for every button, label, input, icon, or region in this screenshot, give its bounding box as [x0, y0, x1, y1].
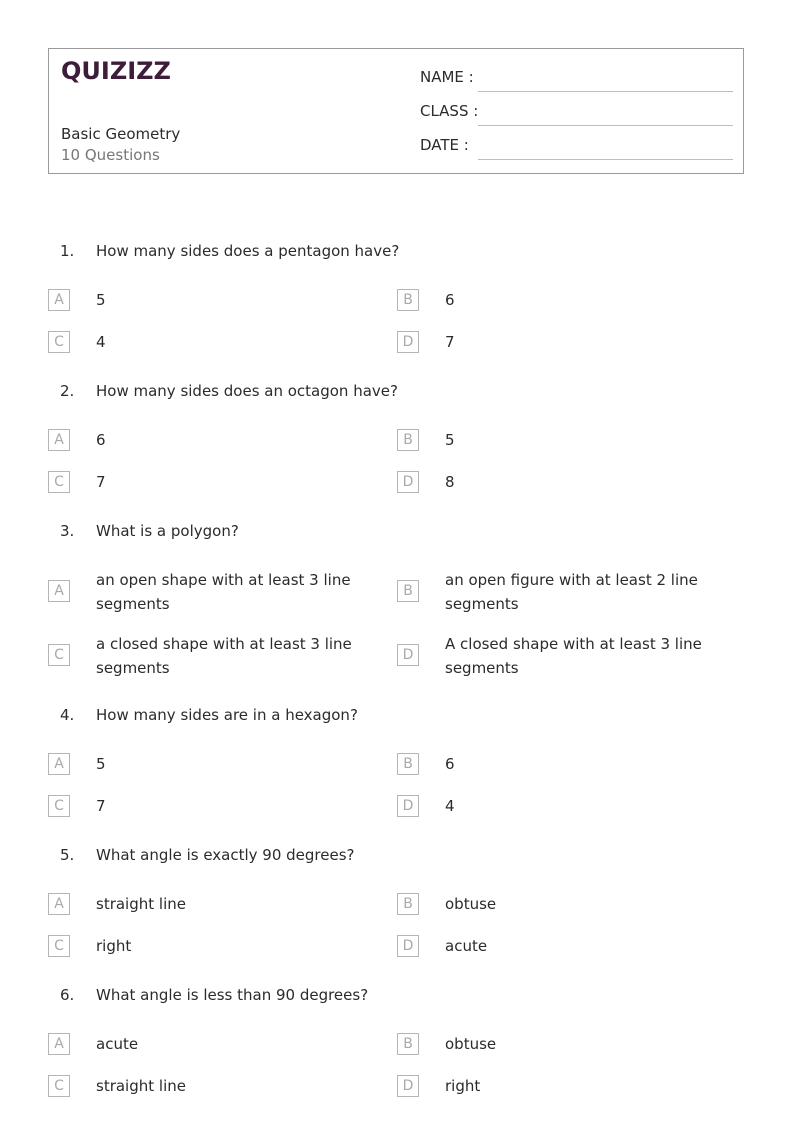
question-text: What angle is less than 90 degrees? — [96, 986, 369, 1004]
option-b-text: obtuse — [445, 1035, 497, 1053]
option-a-text: an open shape with at least 3 line segments — [96, 571, 351, 613]
class-field[interactable] — [420, 102, 733, 126]
option-d-box[interactable]: D — [397, 331, 419, 353]
option-d-text: right — [445, 1077, 481, 1095]
class-label: CLASS : — [420, 102, 479, 120]
option-a-text: 5 — [96, 291, 106, 309]
option-c-text: 4 — [96, 333, 106, 351]
option-d-box[interactable]: D — [397, 644, 419, 666]
option-d-text: 4 — [445, 797, 455, 815]
option-d-text: A closed shape with at least 3 line segments — [445, 635, 702, 677]
option-d-box[interactable]: D — [397, 1075, 419, 1097]
option-c-text: 7 — [96, 473, 106, 491]
option-a-box[interactable]: A — [48, 893, 70, 915]
option-d-text: 8 — [445, 473, 455, 491]
quizizz-logo: QUIZIZZ — [61, 57, 171, 85]
option-b-box[interactable]: B — [397, 289, 419, 311]
date-field[interactable] — [420, 136, 733, 160]
option-c-box[interactable]: C — [48, 935, 70, 957]
class-line[interactable] — [478, 125, 733, 126]
option-b-text: obtuse — [445, 895, 497, 913]
question-text: What angle is exactly 90 degrees? — [96, 846, 355, 864]
question-text: What is a polygon? — [96, 522, 239, 540]
option-c-text: straight line — [96, 1077, 186, 1095]
worksheet-header — [48, 48, 744, 174]
worksheet-title: Basic Geometry — [61, 125, 181, 143]
question-number: 3. — [60, 522, 75, 540]
option-c-box[interactable]: C — [48, 331, 70, 353]
option-b-text: 6 — [445, 291, 455, 309]
option-c-box[interactable]: C — [48, 1075, 70, 1097]
option-b-box[interactable]: B — [397, 580, 419, 602]
option-a-box[interactable]: A — [48, 753, 70, 775]
option-d-box[interactable]: D — [397, 471, 419, 493]
question-count: 10 Questions — [61, 146, 160, 164]
question-number: 5. — [60, 846, 75, 864]
option-b-box[interactable]: B — [397, 893, 419, 915]
option-c-box[interactable]: C — [48, 644, 70, 666]
option-a-box[interactable]: A — [48, 289, 70, 311]
date-line[interactable] — [478, 159, 733, 160]
option-a-box[interactable]: A — [48, 1033, 70, 1055]
option-a-text: 5 — [96, 755, 106, 773]
date-label: DATE : — [420, 136, 469, 154]
option-d-box[interactable]: D — [397, 935, 419, 957]
option-c-text: a closed shape with at least 3 line segments — [96, 635, 352, 677]
question-text: How many sides are in a hexagon? — [96, 706, 358, 724]
option-c-text: 7 — [96, 797, 106, 815]
option-a-text: acute — [96, 1035, 139, 1053]
option-c-box[interactable]: C — [48, 471, 70, 493]
option-b-box[interactable]: B — [397, 753, 419, 775]
option-a-text: 6 — [96, 431, 106, 449]
option-b-text: an open figure with at least 2 line segments — [445, 571, 698, 613]
option-d-box[interactable]: D — [397, 795, 419, 817]
option-c-box[interactable]: C — [48, 795, 70, 817]
question-number: 2. — [60, 382, 75, 400]
name-field[interactable] — [420, 68, 733, 92]
question-number: 4. — [60, 706, 75, 724]
option-b-text: 6 — [445, 755, 455, 773]
option-a-text: straight line — [96, 895, 186, 913]
option-b-box[interactable]: B — [397, 1033, 419, 1055]
option-d-text: acute — [445, 937, 488, 955]
question-number: 6. — [60, 986, 75, 1004]
question-number: 1. — [60, 242, 75, 260]
name-label: NAME : — [420, 68, 474, 86]
option-a-box[interactable]: A — [48, 580, 70, 602]
question-text: How many sides does a pentagon have? — [96, 242, 400, 260]
option-a-box[interactable]: A — [48, 429, 70, 451]
question-text: How many sides does an octagon have? — [96, 382, 398, 400]
option-b-text: 5 — [445, 431, 455, 449]
option-c-text: right — [96, 937, 132, 955]
option-d-text: 7 — [445, 333, 455, 351]
option-b-box[interactable]: B — [397, 429, 419, 451]
name-line[interactable] — [478, 91, 733, 92]
